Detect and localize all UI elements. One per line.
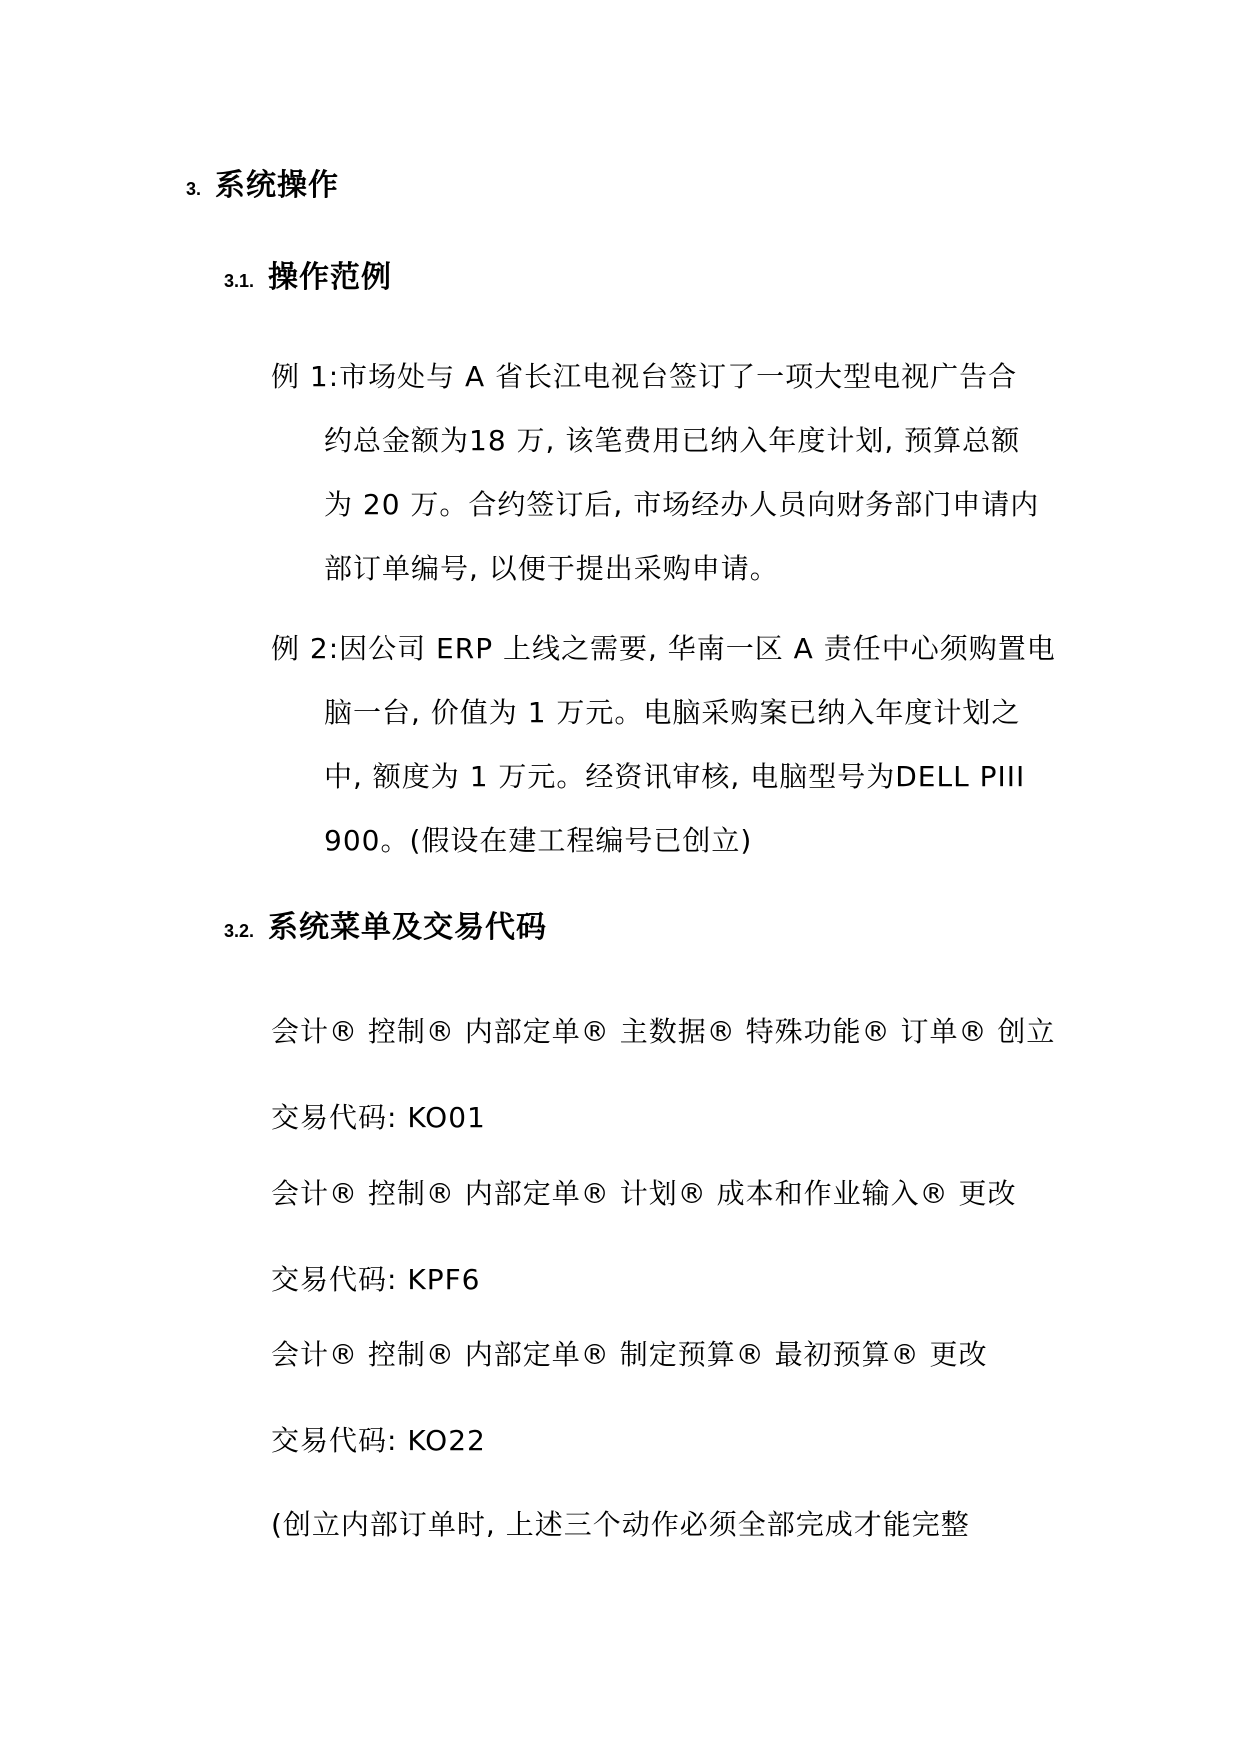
transaction-code-ko22: 交易代码: KO22 <box>271 1424 486 1457</box>
example-2-line: 900。(假设在建工程编号已创立) <box>324 824 753 857</box>
note-text: (创立内部订单时, 上述三个动作必须全部完成才能完整 <box>271 1508 970 1541</box>
subsection-number: 3.2. <box>224 921 255 941</box>
example-1-line: 例 1:市场处与 A 省长江电视台签订了一项大型电视广告合 <box>271 360 1018 393</box>
example-1-line: 部订单编号, 以便于提出采购申请。 <box>324 552 779 585</box>
example-2-line: 例 2:因公司 ERP 上线之需要, 华南一区 A 责任中心须购置电 <box>271 632 1056 665</box>
example-1-line: 约总金额为18 万, 该笔费用已纳入年度计划, 预算总额 <box>324 424 1021 457</box>
menu-path-plan-costs: 会计® 控制® 内部定单® 计划® 成本和作业输入® 更改 <box>271 1177 1017 1210</box>
example-2-line: 脑一台, 价值为 1 万元。电脑采购案已纳入年度计划之 <box>324 696 1021 729</box>
transaction-code-ko01: 交易代码: KO01 <box>271 1101 486 1134</box>
subsection-number: 3.1. <box>224 271 255 291</box>
example-1-line: 为 20 万。合约签订后, 市场经办人员向财务部门申请内 <box>324 488 1040 521</box>
subsection-title: 系统菜单及交易代码 <box>268 910 548 945</box>
section-number: 3. <box>186 179 202 199</box>
section-title: 系统操作 <box>215 168 340 203</box>
subsection-heading-examples <box>224 252 392 296</box>
section-heading <box>186 160 339 204</box>
example-1-paragraph <box>271 345 1071 601</box>
menu-path-create-order: 会计® 控制® 内部定单® 主数据® 特殊功能® 订单® 创立 <box>271 1015 1056 1048</box>
subsection-title: 操作范例 <box>268 260 393 295</box>
menu-path-budget: 会计® 控制® 内部定单® 制定预算® 最初预算® 更改 <box>271 1338 988 1371</box>
subsection-heading-menus <box>224 902 547 946</box>
example-2-paragraph <box>271 617 1071 873</box>
example-2-line: 中, 额度为 1 万元。经资讯审核, 电脑型号为DELL PIII <box>324 760 1026 793</box>
transaction-code-kpf6: 交易代码: KPF6 <box>271 1263 481 1296</box>
